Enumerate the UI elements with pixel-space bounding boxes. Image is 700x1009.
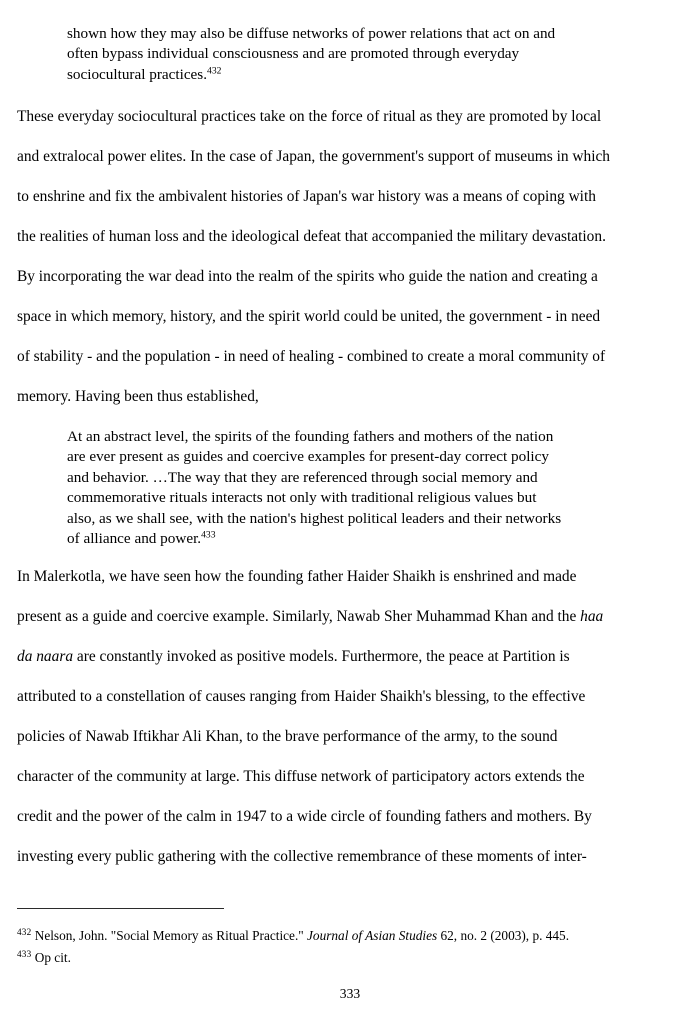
- footnote-ref-433: 433: [201, 529, 216, 541]
- paragraph-one-line-5: By incorporating the war dead into the realm of the spirits who guide the nation and creating a: [17, 268, 598, 285]
- block-quote-line-6: of alliance and power.: [67, 530, 202, 548]
- footnote-432-journal-title: Journal of Asian Studies: [307, 928, 438, 943]
- paragraph-two-line-5: policies of Nawab Iftikhar Ali Khan, to the brave performance of the army, to the sound: [17, 728, 558, 745]
- paragraph-two-line-4: attributed to a constellation of causes ranging from Haider Shaikh's blessing, to the effective: [17, 688, 586, 705]
- footnote-number-432: 432: [17, 927, 32, 937]
- block-quote-line-1: At an abstract level, the spirits of the founding fathers and mothers of the nation: [67, 428, 554, 445]
- paragraph-two-line-8: investing every public gathering with the collective remembrance of these moments of inter-: [17, 848, 587, 865]
- footnote-432-text-before: Nelson, John. "Social Memory as Ritual Practice.": [31, 928, 308, 943]
- footnote-432-text-after: 62, no. 2 (2003), p. 445.: [437, 928, 570, 943]
- footnotes-section: [17, 923, 687, 967]
- paragraph-two-line-3: are constantly invoked as positive models. Furthermore, the peace at Partition is: [73, 648, 570, 665]
- italic-term-haa: haa: [580, 608, 604, 625]
- footnote-separator-rule: [17, 908, 224, 909]
- paragraph-one-line-2: and extralocal power elites. In the case of Japan, the government's support of museums in which: [17, 148, 611, 165]
- page-number: 333: [339, 986, 361, 1001]
- block-quote-line-4: commemorative rituals interacts not only with traditional religious values but: [67, 489, 537, 507]
- paragraph-one-line-1: These everyday sociocultural practices take on the force of ritual as they are promoted by local: [17, 108, 602, 125]
- footnote-ref-432: 432: [207, 65, 222, 77]
- top-quote-line-3: sociocultural practices.: [67, 65, 208, 83]
- block-quote-line-2: are ever present as guides and coercive examples for present-day correct policy: [67, 448, 549, 466]
- paragraph-one-line-6: space in which memory, history, and the spirit world could be united, the government - in need: [17, 308, 601, 325]
- footnote-number-433: 433: [17, 949, 32, 959]
- paragraph-two-line-6: character of the community at large. This diffuse network of participatory actors extends the: [17, 768, 585, 785]
- paragraph-two-line-1: In Malerkotla, we have seen how the founding father Haider Shaikh is enshrined and made: [17, 568, 577, 585]
- paragraph-one: [17, 97, 687, 417]
- footnote-432: [17, 923, 687, 945]
- paragraph-two: [17, 557, 687, 877]
- paragraph-one-line-3: to enshrine and fix the ambivalent histories of Japan's war history was a means of coping with: [17, 188, 596, 205]
- footnote-433: [17, 945, 687, 967]
- paragraph-two-line-2: present as a guide and coercive example. Similarly, Nawab Sher Muhammad Khan and the: [17, 608, 581, 625]
- paragraph-two-line-7: credit and the power of the calm in 1947 to a wide circle of founding fathers and mothers. By: [17, 808, 592, 825]
- top-quote-line-1: shown how they may also be diffuse networks of power relations that act on and: [67, 25, 556, 42]
- top-quote-line-2: often bypass individual consciousness and are promoted through everyday: [67, 45, 520, 63]
- block-quote: [67, 427, 639, 549]
- italic-term-da-naara: da naara: [17, 648, 74, 665]
- paragraph-one-line-7: of stability - and the population - in need of healing - combined to create a moral community of: [17, 348, 606, 365]
- top-block-quote: [67, 24, 637, 85]
- paragraph-one-line-8: memory. Having been thus established,: [17, 388, 259, 405]
- footnote-433-text-before: Op cit.: [31, 950, 71, 965]
- block-quote-line-3: and behavior. …The way that they are referenced through social memory and: [67, 468, 538, 486]
- block-quote-line-5: also, as we shall see, with the nation's highest political leaders and their networks: [67, 509, 562, 527]
- paragraph-one-line-4: the realities of human loss and the ideological defeat that accompanied the military devastation.: [17, 228, 606, 245]
